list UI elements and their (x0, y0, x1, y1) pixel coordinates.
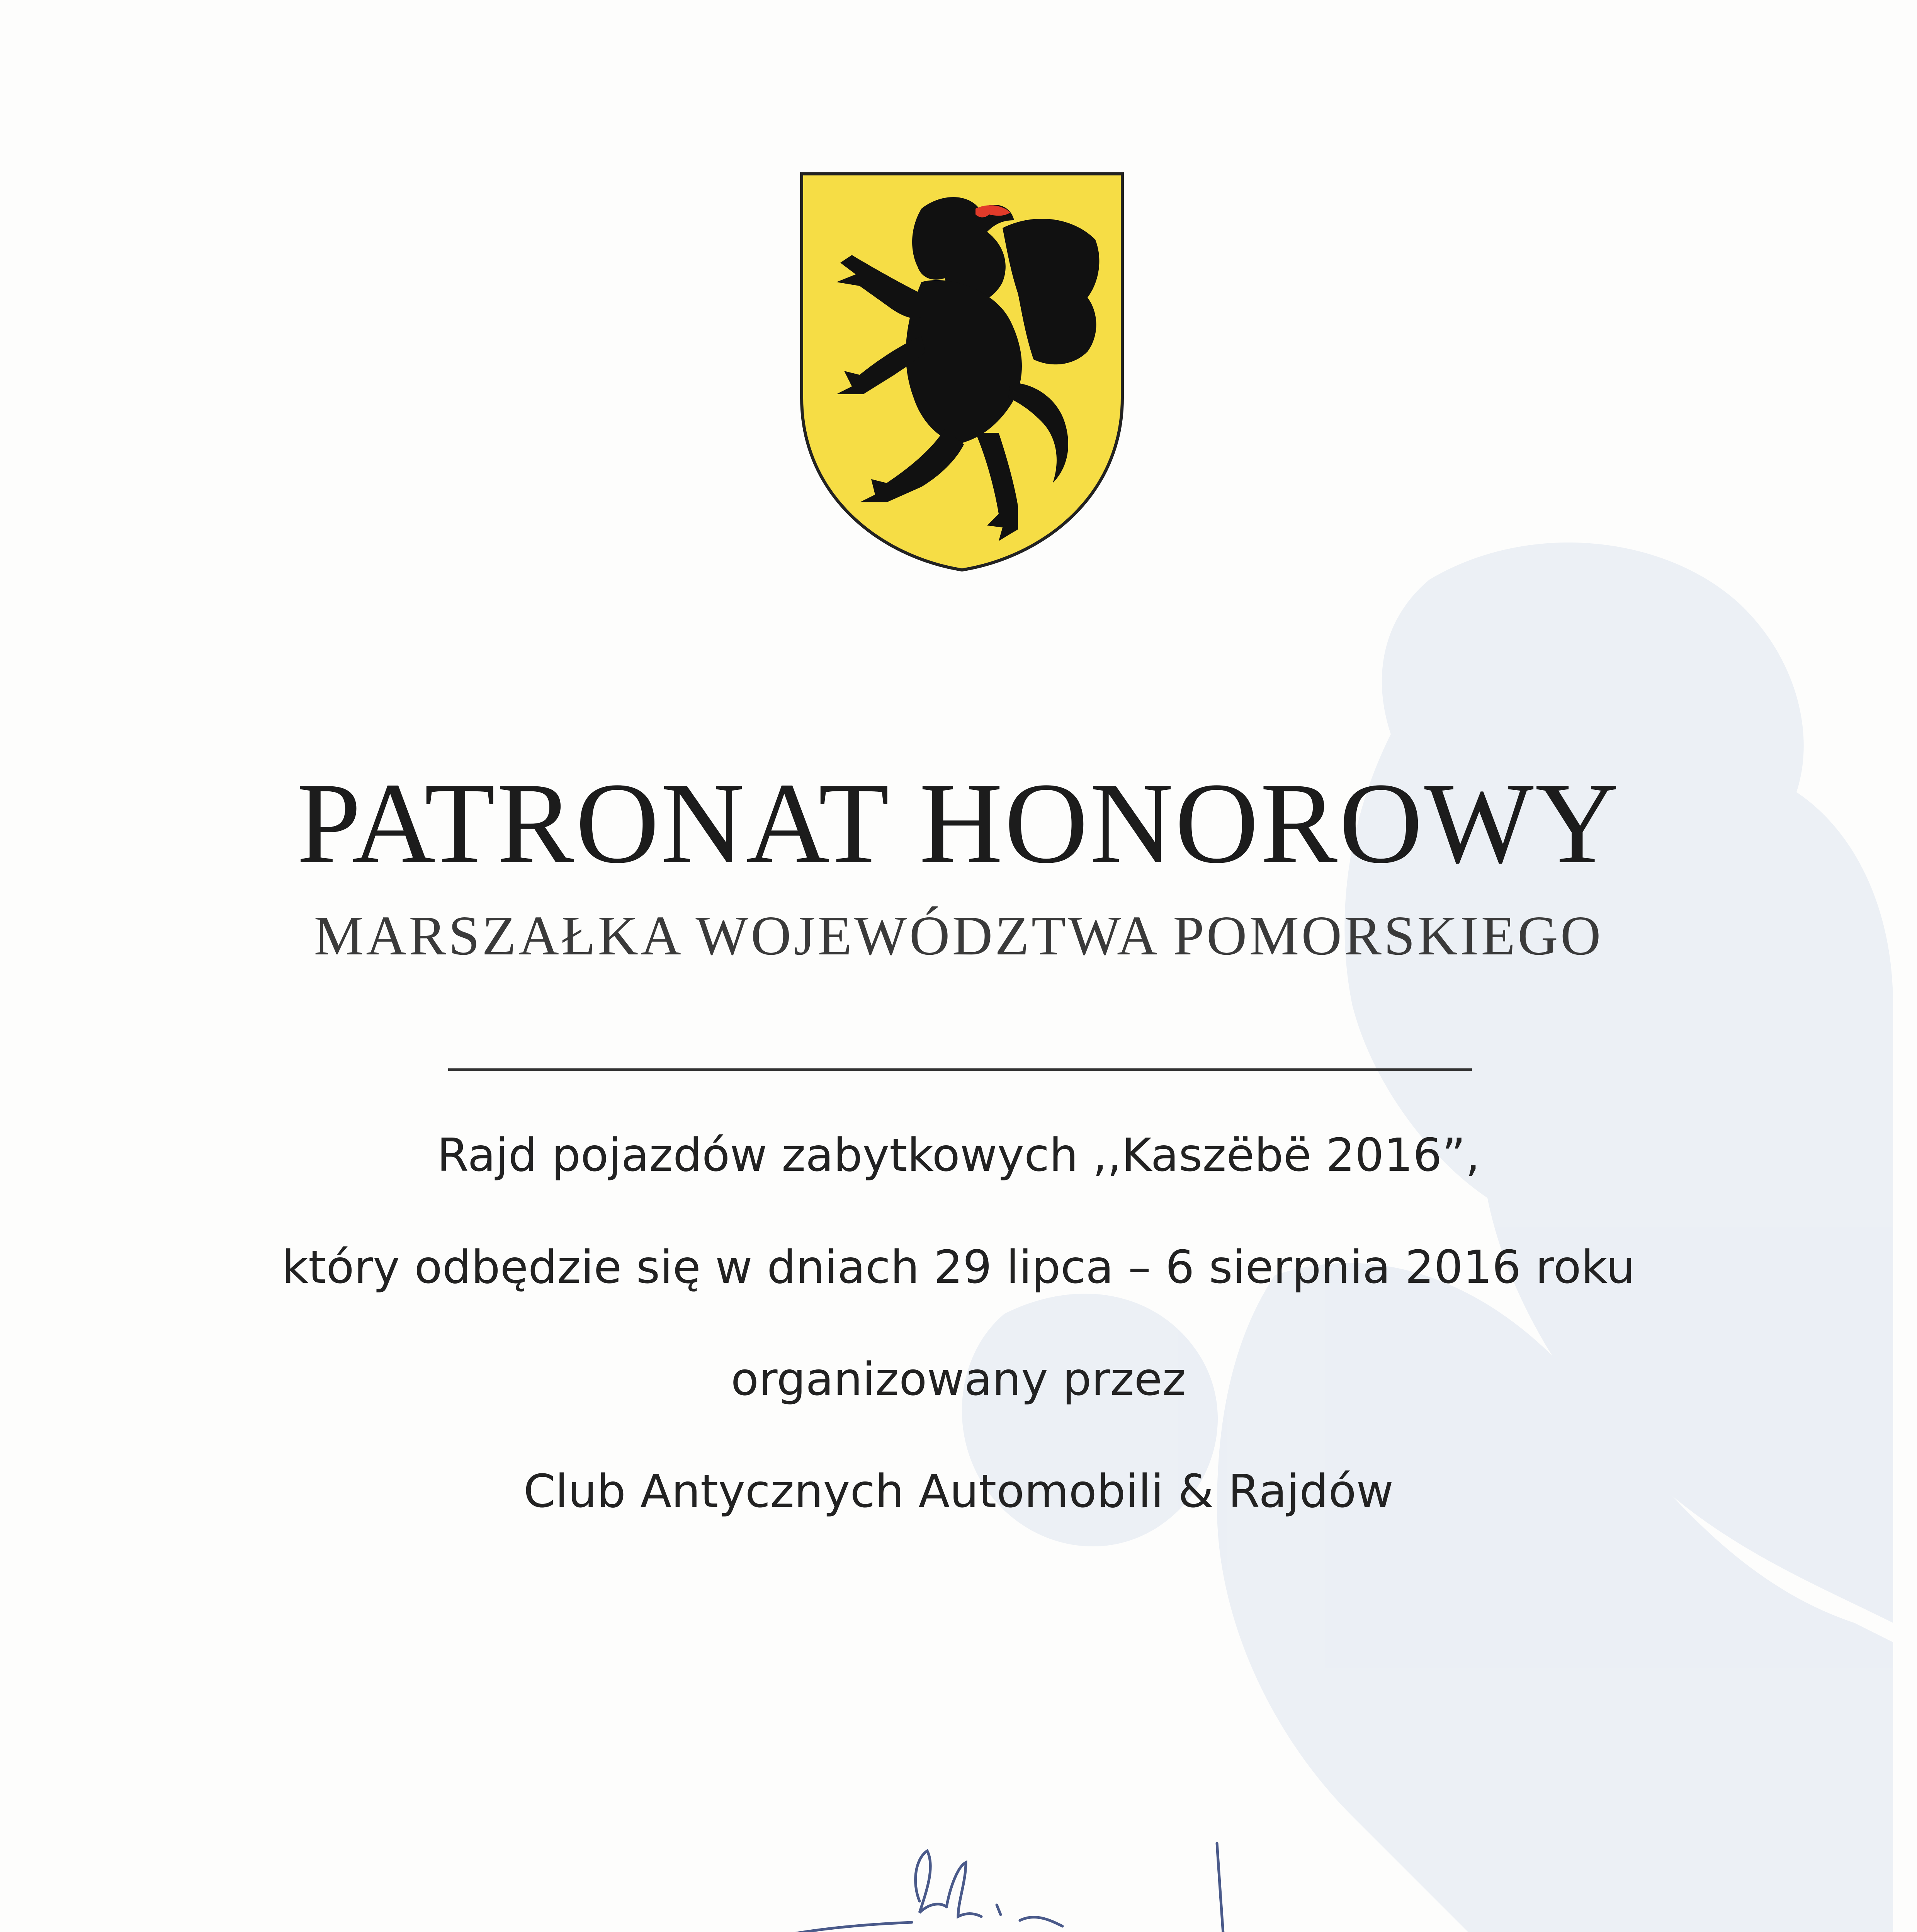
organizer-intro-line: organizowany przez (731, 1352, 1186, 1406)
event-dates-line: który odbędzie się w dniach 29 lipca – 6 sierpnia 2016 roku (282, 1240, 1635, 1294)
coat-of-arms-emblem (794, 166, 1130, 576)
page-title: PATRONAT HONOROWY (296, 759, 1621, 887)
handwritten-signature (765, 1824, 1248, 1932)
organizer-name-line: Club Antycznych Automobili & Rajdów (523, 1464, 1394, 1518)
page-subtitle: MARSZAŁKA WOJEWÓDZTWA POMORSKIEGO (314, 905, 1603, 967)
event-name-line: Rajd pojazdów zabytkowych ,,Kaszëbë 2016”, (437, 1128, 1480, 1182)
divider-top (448, 1068, 1472, 1071)
